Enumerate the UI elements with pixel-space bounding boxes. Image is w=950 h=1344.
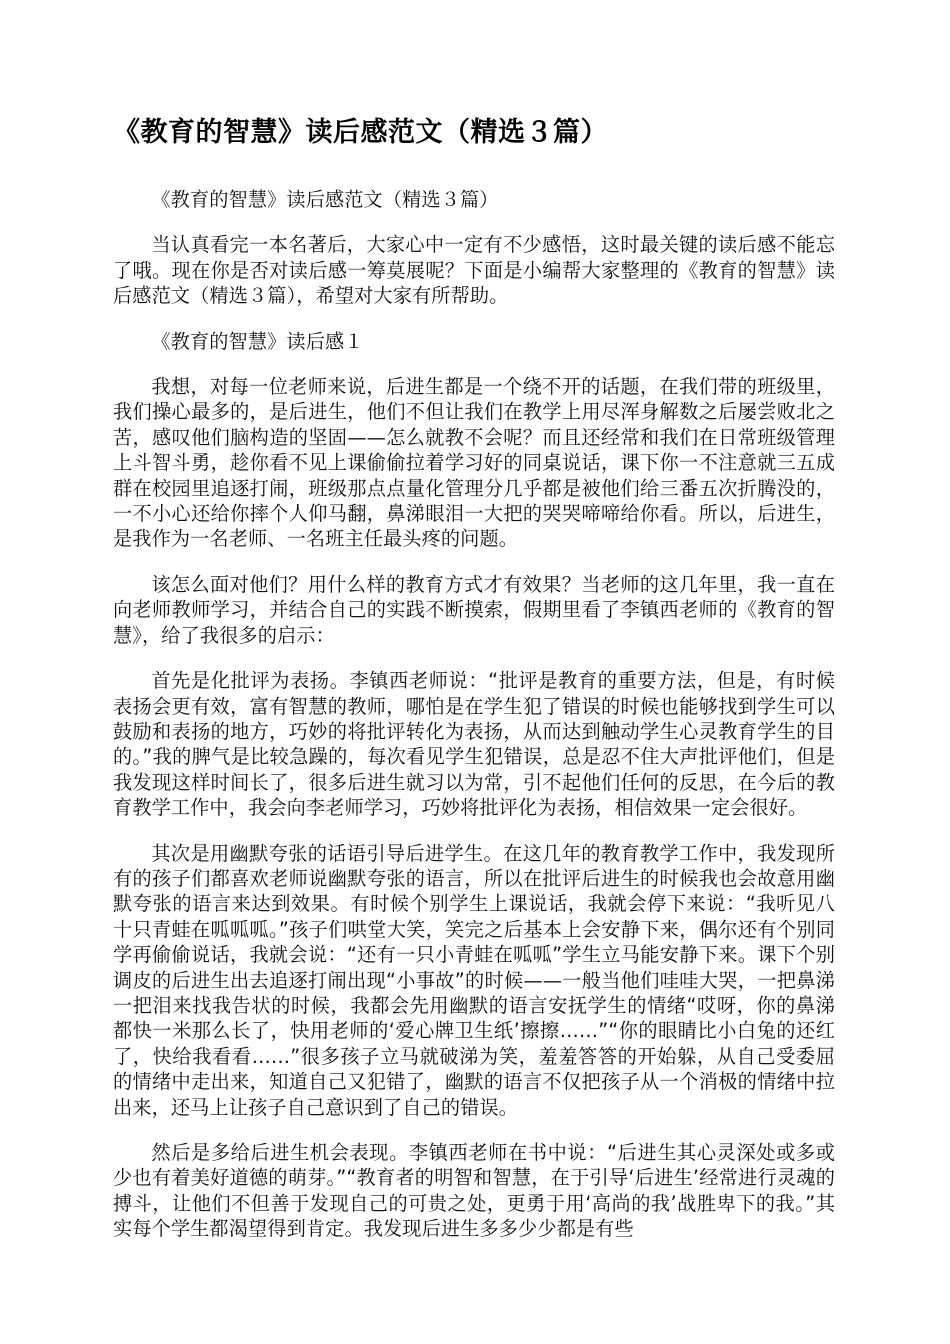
paragraph: 首先是化批评为表扬。李镇西老师说：“批评是教育的重要方法，但是，有时候表扬会更有效，富有智慧的教师，哪怕是在学生犯了错误的时候也能够找到学生可以鼓励和表扬的地方，巧妙的将批评转化为表扬，从而达到触动学生心灵教育学生的目的。”我的脾气是比较急躁的，每次看见学生犯错误，总是忍不住大声批评他们，但是我发现这样时间长了，很多后进生就习以为常，引不起他们任何的反思，在今后的教育教学工作中，我会向李老师学习，巧妙将批评化为表扬，相信效果一定会很好。 [113,669,835,820]
document-body [113,187,835,1242]
section-heading-1: 《教育的智慧》读后感１ [151,329,364,353]
paragraph: 我想，对每一位老师来说，后进生都是一个绕不开的话题，在我们带的班级里，我们操心最多的，是后进生，他们不但让我们在教学上用尽浑身解数之后屡尝败北之苦，感叹他们脑构造的坚固——怎么就教不会呢？而且还经常和我们在日常班级管理上斗智斗勇，趁你看不见上课偷偷拉着学习好的同桌说话，课下你一不注意就三五成群在校园里追逐打闹，班级那点点量化管理分几乎都是被他们给三番五次折腾没的，一不小心还给你摔个人仰马翻，鼻涕眼泪一大把的哭哭啼啼给你看。所以，后进生，是我作为一名老师、一名班主任最头疼的问题。 [113,375,835,551]
paragraph: 然后是多给后进生机会表现。李镇西老师在书中说：“后进生其心灵深处或多或少也有着美好道德的萌芽。”“教育者的明智和智慧，在于引导‘后进生’经常进行灵魂的搏斗，让他们不但善于发现自己的可贵之处，更勇于用‘高尚的我’战胜卑下的我。”其实每个学生都渴望得到肯定。我发现后进生多多少少都是有些 [113,1141,835,1241]
paragraph: 其次是用幽默夸张的话语引导后进学生。在这几年的教育教学工作中，我发现所有的孩子们都喜欢老师说幽默夸张的语言，所以在批评后进生的时候我也会故意用幽默夸张的语言来达到效果。有时候个别学生上课说话，我就会停下来说：“我听见八十只青蛙在呱呱呱。”孩子们哄堂大笑，笑完之后基本上会安静下来，偶尔还有个别同学再偷偷说话，我就会说：“还有一只小青蛙在呱呱”学生立马能安静下来。课下个别调皮的后进生出去追逐打闹出现“小事故”的时候——一般当他们哇哇大哭，一把鼻涕一把泪来找我告状的时候，我都会先用幽默的语言安抚学生的情绪“哎呀，你的鼻涕都快一米那么长了，快用老师的‘爱心牌卫生纸’擦擦……”“你的眼睛比小白兔的还红了，快给我看看……”很多孩子立马就破涕为笑，羞羞答答的开始躲，从自己受委屈的情绪中走出来，知道自己又犯错了，幽默的语言不仅把孩子从一个消极的情绪中拉出来，还马上让孩子自己意识到了自己的错误。 [113,841,835,1119]
paragraph-intro: 当认真看完一本名著后，大家心中一定有不少感悟，这时最关键的读后感不能忘了哦。现在你是否对读后感一筹莫展呢？下面是小编帮大家整理的《教育的智慧》读后感范文（精选３篇），希望对大家有所帮助。 [113,233,835,308]
paragraph: 该怎么面对他们？用什么样的教育方式才有效果？当老师的这几年里，我一直在向老师教师学习，并结合自己的实践不断摸索，假期里看了李镇西老师的《教育的智慧》，给了我很多的启示： [113,572,835,647]
document-title: 《教育的智慧》读后感范文（精选３篇） [113,117,608,148]
paragraph-subtitle: 《教育的智慧》读后感范文（精选３篇） [151,188,499,211]
